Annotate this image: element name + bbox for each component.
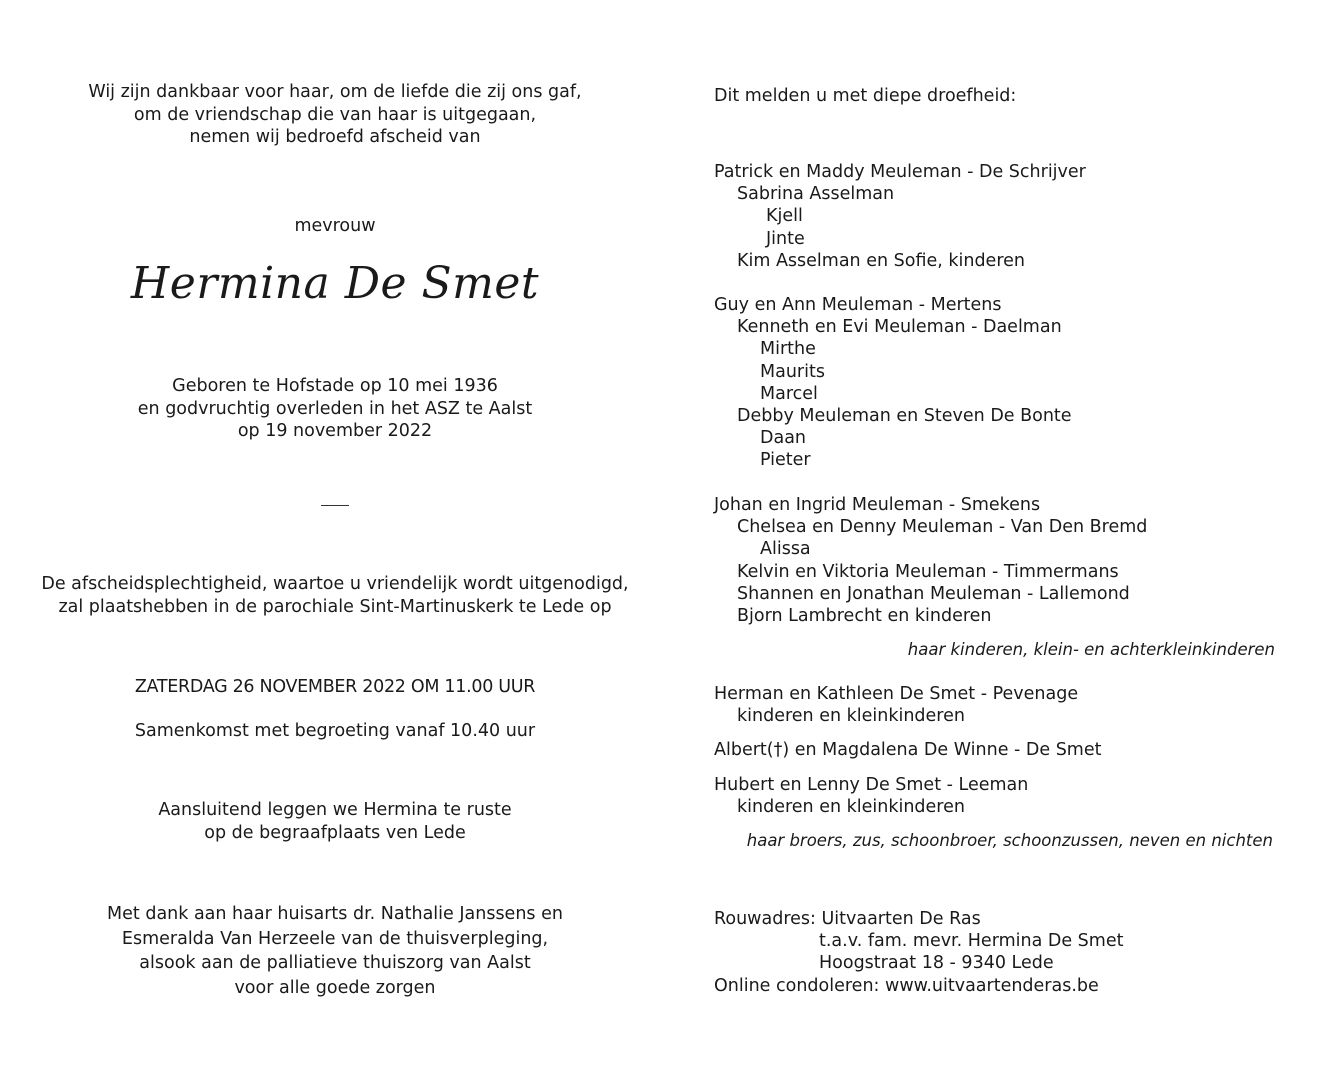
intro-line: Wij zijn dankbaar voor haar, om de liefde die zij ons gaf,: [88, 82, 582, 102]
announcement-header: Dit melden u met diepe droefheid:: [714, 86, 1017, 106]
intro-line: nemen wij bedroefd afscheid van: [189, 127, 481, 147]
thanks-text: [0, 902, 670, 1000]
sibling-name: Albert(†) en Magdalena De Winne - De Smet: [714, 740, 1102, 760]
address-block: [714, 908, 1123, 997]
thanks-line: Met dank aan haar huisarts dr. Nathalie Janssens en: [107, 904, 563, 924]
thanks-line: voor alle goede zorgen: [234, 977, 436, 998]
deceased-name: Hermina De Smet: [130, 258, 540, 309]
sibling-block: [714, 774, 1028, 818]
address-line: Hoogstraat 18 - 9340 Lede: [819, 953, 1054, 974]
family-child: Chelsea en Denny Meuleman - Van Den Bremd: [737, 517, 1148, 538]
ceremony-date: ZATERDAG 26 NOVEMBER 2022 OM 11.00 UUR: [134, 677, 536, 697]
address-label: Rouwadres: Uitvaarten De Ras: [714, 909, 981, 929]
relation-caption: haar broers, zus, schoonbroer, schoonzussen, neven en nichten: [746, 831, 1273, 850]
family-child: Bjorn Lambrecht en kinderen: [737, 606, 992, 627]
birth-death-line: en godvruchtig overleden in het ASZ te Aalst: [137, 398, 533, 419]
gathering-text: Samenkomst met begroeting vanaf 10.40 uur: [134, 721, 536, 741]
burial-text: [0, 799, 670, 844]
relation-caption: haar kinderen, klein- en achterkleinkinderen: [907, 640, 1275, 659]
intro-text: [0, 81, 670, 149]
thanks-line: Esmeralda Van Herzeele van de thuisverpleging,: [121, 928, 549, 949]
ceremony-line: De afscheidsplechtigheid, waartoe u vriendelijk wordt uitgenodigd,: [41, 574, 629, 594]
family-block: [714, 294, 1072, 472]
family-child: Shannen en Jonathan Meuleman - Lallemond: [737, 583, 1130, 604]
family-parent: Guy en Ann Meuleman - Mertens: [714, 295, 1002, 315]
sibling-name: Hubert en Lenny De Smet - Leeman: [714, 775, 1029, 795]
birth-death-line: Geboren te Hofstade op 10 mei 1936: [172, 376, 498, 396]
family-parent: Johan en Ingrid Meuleman - Smekens: [714, 495, 1041, 515]
sibling-block: [714, 683, 1078, 727]
family-block: [714, 494, 1147, 627]
family-child: Kenneth en Evi Meuleman - Daelman: [737, 317, 1062, 338]
family-grandchild: Jinte: [766, 228, 805, 249]
salutation: mevrouw: [294, 216, 376, 236]
right-page: [714, 0, 1314, 1080]
ceremony-intro: [0, 573, 670, 618]
sibling-name: Herman en Kathleen De Smet - Pevenage: [714, 684, 1079, 704]
family-child: Kim Asselman en Sofie, kinderen: [737, 250, 1025, 271]
family-grandchild: Daan: [760, 428, 807, 449]
divider: [321, 505, 349, 506]
online-condolence-link[interactable]: Online condoleren: www.uitvaartenderas.be: [714, 975, 1099, 996]
family-child: Sabrina Asselman: [737, 184, 895, 205]
burial-line: Aansluitend leggen we Hermina te ruste: [158, 800, 512, 820]
family-grandchild: Marcel: [760, 383, 818, 404]
family-grandchild: Pieter: [760, 450, 811, 471]
family-parent: Patrick en Maddy Meuleman - De Schrijver: [714, 162, 1086, 182]
burial-line: op de begraafplaats ven Lede: [204, 822, 466, 843]
sibling-descendants: kinderen en kleinkinderen: [737, 797, 965, 818]
birth-death-text: [0, 375, 670, 443]
family-grandchild: Alissa: [760, 539, 811, 560]
intro-line: om de vriendschap die van haar is uitgegaan,: [133, 104, 537, 125]
family-grandchild: Maurits: [760, 361, 825, 382]
family-child: Kelvin en Viktoria Meuleman - Timmermans: [737, 561, 1119, 582]
family-block: [714, 161, 1086, 272]
address-line: t.a.v. fam. mevr. Hermina De Smet: [819, 931, 1124, 952]
sibling-descendants: kinderen en kleinkinderen: [737, 706, 965, 727]
family-child: Debby Meuleman en Steven De Bonte: [737, 406, 1072, 427]
left-page: [0, 0, 670, 1080]
family-grandchild: Mirthe: [760, 339, 816, 360]
family-grandchild: Kjell: [766, 206, 803, 227]
birth-death-line: op 19 november 2022: [237, 421, 433, 441]
thanks-line: alsook aan de palliatieve thuiszorg van Aalst: [139, 953, 531, 973]
ceremony-line: zal plaatshebben in de parochiale Sint-Martinuskerk te Lede op: [58, 596, 612, 617]
